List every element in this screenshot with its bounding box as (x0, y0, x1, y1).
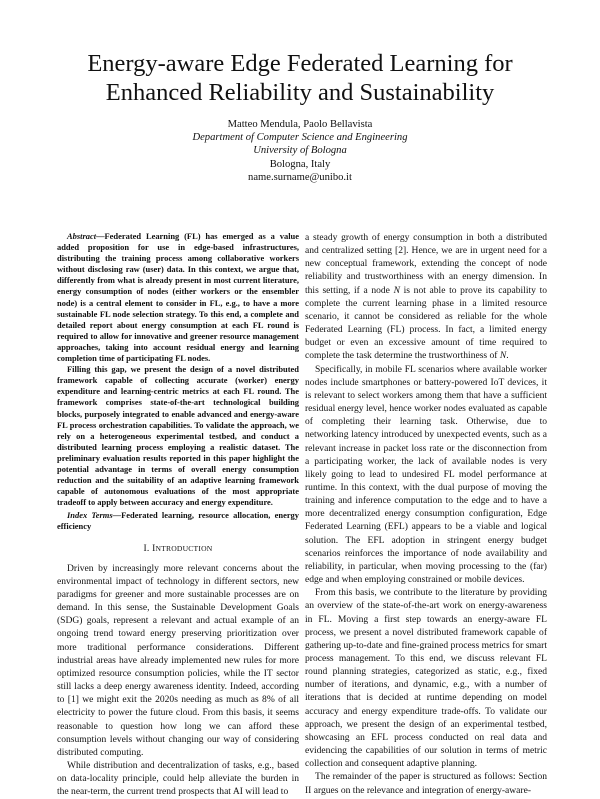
intro-paragraph-2: While distribution and decentralization of tasks, e.g., based on data-locality principle, could help alleviate the burden in the near-term, the current trend prospects that AI will lead to (57, 760, 299, 798)
right-column (305, 231, 547, 797)
title-line-1: Energy-aware Edge Federated Learning for (87, 50, 513, 77)
math-n-2: N (499, 350, 507, 362)
right-p1-text-c: . (506, 350, 509, 362)
intro-paragraph-1: Driven by increasingly more relevant concerns about the environmental impact of technology in different sectors, new paradigms for greener and more sustainable processes are on demand. In this sense, the Sustainable Development Goals (SDG) goals, represent a relevant and actual example of an ongoing trend toward energy preserving prioritization over more traditional performance considerations. Different industrial areas have already implemented new rules for more optimized resource consumption policies, while the IT sector still lacks a deep energy awareness identity. Indeed, according to [1] we might exit the 2020s needing as much as 8% of all electricity to power the future cloud. From this basis, it seems reasonable to question how long we can afford these consumption levels without changing our way of considering distributed computing. (57, 562, 299, 758)
abstract-text-1: —Federated Learning (FL) has emerged as a value added proposition for use in edge-based infrastructures, distributing the training process among collaborative workers without disclosing raw (user) data. In this context, we argue that, differently from what is already present in most current literature, energy consumption of nodes (either workers or the ensembler node) is a central element to consider in FL, e.g., to have a more sustainable FL node selection strategy. To this end, a complete and detailed report about energy consumption at each FL round is required to allow for innovative and greener resource management approaches, taking into account residual energy and learning completion time of participating FL nodes. (57, 231, 299, 364)
section-title-rest: NTRODUCTION (155, 543, 213, 553)
index-terms-label: Index Terms (67, 510, 113, 521)
paper-title (40, 49, 560, 107)
author-names: Matteo Mendula, Paolo Bellavista (227, 119, 373, 130)
section-title (152, 544, 212, 553)
author-university: University of Bologna (253, 145, 347, 157)
author-block (0, 118, 600, 184)
abstract-paragraph-2: Filling this gap, we present the design of a novel distributed framework capable of collecting accurate (worker) energy expenditure and learning-centric metrics at each FL round. The framework comprises state-of-the-art technological building blocks, purposely integrated to enable advanced and energy-aware FL process orchestration capabilities. To validate the approach, we rely on a heterogeneous experimental testbed, and conduct a distributed learning process employing a realistic dataset. The preliminary evaluation results reported in this paper highlight the potential advantage in terms of overall energy consumption reduction and the suitability of an adaptive learning framework capable of autonomous evaluations of the most appropriate tradeoff to apply between accuracy and energy expenditure. (57, 364, 299, 508)
author-department: Department of Computer Science and Engineering (192, 132, 408, 144)
author-email: name.surname@unibo.it (248, 171, 352, 183)
abstract-label: Abstract (67, 231, 97, 241)
right-paragraph-2: Specifically, in mobile FL scenarios where available worker nodes include smartphones or battery-powered IoT devices, it is relevant to select workers among them that have a sufficient residual energy level, hence worker nodes evaluated as capable of completing their learning task. Otherwise, due to networking latency introduced by unexpected events, such as a relevant increase in packet loss rate or the disconnection from a participating worker, the lack of available nodes is very likely going to lead to undesired FL model performance at runtime. In this context, with the dual purpose of moving the training and inference computation to the edge and to have a more decentralized energy consumption configuration, Edge Federated Learning (EFL) appears to be a viable and logical solution. The EFL adoption in stringent energy budget scenarios reinforces the importance of node availability and reliability, in particular, when moving processing to the (far) edge and when employing constrained or mobile devices. (305, 363, 547, 586)
index-terms (57, 510, 299, 532)
section-number: I. (143, 542, 150, 554)
author-location: Bologna, Italy (269, 158, 331, 170)
right-p1-text-b: is not able to prove its capability to complete the current learning phase in a limited resource scenario, it cannot be considered as reliable for the whole Federated Learning (FL) process. In fact, a limited energy budget or even an excessive amount of time required to complete the task determine the trustworthiness of (305, 284, 548, 362)
math-n-1: N (393, 284, 400, 296)
right-paragraph-3: From this basis, we contribute to the literature by providing an overview of the state-of-the-art work on energy-awareness in FL. Moving a first step towards an energy-aware FL process, we present a novel distributed framework capable of gathering up-to-date and fine-grained process metrics for smart process management. To this end, we discuss relevant FL round planning strategies, categorized as static, e.g., fixed number of iterations, and dynamic, e.g., with a number of iterations that is decided at runtime depending on model accuracy and energy expenditure trade-offs. To validate our approach, we present the design of an experimental testbed, showcasing an EFL process conducted on real data and evidencing the capabilities of our solution in terms of metric collection and consequent adaptive planning. (305, 587, 547, 770)
right-paragraph-1 (305, 231, 547, 363)
section-heading-introduction (57, 542, 299, 555)
abstract-paragraph-1 (57, 231, 299, 364)
section-title-initial: I (152, 542, 156, 554)
index-terms-text: —Federated learning, resource allocation, energy efficiency (57, 510, 299, 532)
right-p1-text-a: a steady growth of energy consumption in both a distributed and centralized setting [2]. Hence, we are in urgent need for a new conceptual framework, extending the concept of node reliability and trustworthiness with an energy dimension. In this setting, if a node (305, 232, 547, 296)
right-paragraph-4: The remainder of the paper is structured as follows: Section II argues on the relevance and integration of energy-aware- (305, 771, 547, 796)
left-column (57, 231, 299, 799)
title-line-2: Enhanced Reliability and Sustainability (105, 79, 495, 106)
